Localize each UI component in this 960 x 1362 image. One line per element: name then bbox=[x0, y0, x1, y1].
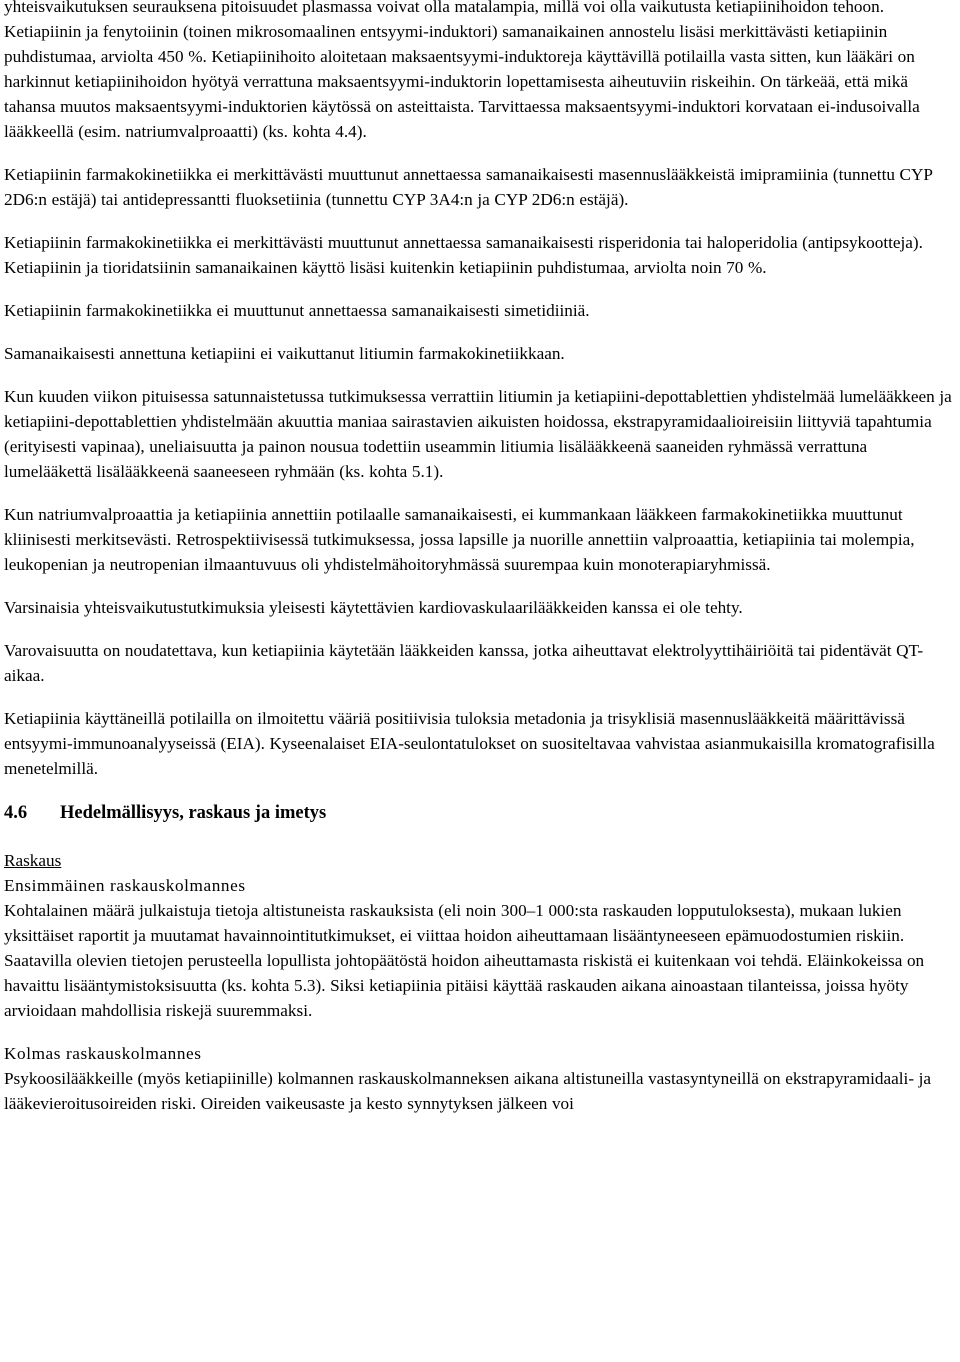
third-trimester-text: Psykoosilääkkeille (myös ketiapiinille) kolmannen raskauskolmanneksen aikana altistuneilla vastasyntyneillä on ekstrapyramidaali- ja lääkevieroitusoireiden riski. Oireiden vaikeusaste ja kesto synnytyksen jälkeen voi bbox=[4, 1069, 932, 1113]
third-trimester-label: Kolmas raskauskolmannes bbox=[4, 1044, 202, 1063]
section-number: 4.6 bbox=[4, 803, 28, 823]
paragraph-lithium: Samanaikaisesti annettuna ketiapiini ei vaikuttanut litiumin farmakokinetiikkaan. bbox=[4, 344, 565, 363]
paragraph-valproate: Kun natriumvalproaattia ja ketiapiinia annettiin potilaalle samanaikaisesti, ei kummankaan lääkkeen farmakokinetiikka muuttunut kliinisesti merkitsevästi. Retrospektiivisessä tutkimuksessa, jossa lapsille ja nuorille annettiin valproaattia, ketiapiinia tai molempia, leukopenian ja neutropenian ilmaantuvuus oli yhdistelmähoitoryhmässä suurempaa kuin monoterapiaryhmissä. bbox=[4, 505, 915, 574]
first-trimester-label: Ensimmäinen raskauskolmannes bbox=[4, 876, 246, 895]
paragraph-lithium-study: Kun kuuden viikon pituisessa satunnaistetussa tutkimuksessa verrattiin litiumin ja ketiapiini-depottablettien yhdistelmää lumelääkkeen ja ketiapiini-depottablettien yhdistelmään akuuttia maniaa sairastavien aikuisten hoidossa, ekstrapyramidaalioireisiin liittyviä tapahtumia (erityisesti vapinaa), uneliaisuutta ja painon nousua todettiin useammin litiumia lisälääkkeenä saaneiden ryhmässä verrattuna lumelääkettä lisälääkkeenä saaneeseen ryhmään (ks. kohta 5.1). bbox=[4, 387, 952, 481]
paragraph-antidepressants: Ketiapiinin farmakokinetiikka ei merkittävästi muuttunut annettaessa samanaikaisesti masennuslääkkeistä imipramiinia (tunnettu CYP 2D6:n estäjä) tai antidepressantti fluoksetiinia (tunnettu CYP 3A4:n ja CYP 2D6:n estäjä). bbox=[4, 165, 933, 209]
section-heading bbox=[4, 801, 952, 826]
pregnancy-heading: Raskaus bbox=[4, 851, 62, 870]
section-title: Hedelmällisyys, raskaus ja imetys bbox=[60, 803, 327, 823]
paragraph-cimetidine: Ketiapiinin farmakokinetiikka ei muuttunut annettaessa samanaikaisesti simetidiiniä. bbox=[4, 301, 590, 320]
first-trimester-text: Kohtalainen määrä julkaistuja tietoja altistuneista raskauksista (eli noin 300–1 000:sta raskauden lopputuloksesta), mukaan lukien yksittäiset raportit ja muutamat havainnointitutkimukset, ei viittaa hoidon aiheuttamaan lisääntyneeseen epämuodostumien riskiin. Saatavilla olevien tietojen perusteella lopullista johtopäätöstä hoidon aiheuttamasta riskistä ei kuitenkaan voi tehdä. Eläinkokeissa on havaittu lisääntymistoksisuutta (ks. kohta 5.3). Siksi ketiapiinia pitäisi käyttää raskauden aikana ainoastaan tilanteissa, joissa hyöty arvioidaan mahdollisia riskejä suuremmaksi. bbox=[4, 901, 925, 1020]
paragraph-eia-false-positives: Ketiapiinia käyttäneillä potilailla on ilmoitettu vääriä positiivisia tuloksia metadonia ja trisyklisiä masennuslääkkeitä määrittävissä entsyymi-immunoanalyyseissä (EIA). Kyseenalaiset EIA-seulontatulokset on suositeltavaa vahvistaa asianmukaisilla kromatografisilla menetelmillä. bbox=[4, 709, 935, 778]
paragraph-cardiovascular: Varsinaisia yhteisvaikutustutkimuksia yleisesti käytettävien kardiovaskulaarilääkkeiden kanssa ei ole tehty. bbox=[4, 598, 743, 617]
document-page bbox=[4, 0, 952, 1116]
paragraph-qt-prolongation: Varovaisuutta on noudatettava, kun ketiapiinia käytetään lääkkeiden kanssa, jotka aiheuttavat elektrolyyttihäiriöitä tai pidentävät QT-aikaa. bbox=[4, 641, 924, 685]
paragraph-antipsychotics: Ketiapiinin farmakokinetiikka ei merkittävästi muuttunut annettaessa samanaikaisesti risperidonia tai haloperidolia (antipsykootteja). Ketiapiinin ja tioridatsiinin samanaikainen käyttö lisäsi kuitenkin ketiapiinin puhdistumaa, arviolta noin 70 %. bbox=[4, 233, 923, 277]
paragraph-enzyme-inducers: yhteisvaikutuksen seurauksena pitoisuudet plasmassa voivat olla matalampia, millä voi olla vaikutusta ketiapiinihoidon tehoon. Ketiapiinin ja fenytoiinin (toinen mikrosomaalinen entsyymi-induktori) samanaikainen annostelu lisäsi merkittävästi ketiapiinin puhdistumaa, arviolta 450 %. Ketiapiinihoito aloitetaan maksaentsyymi-induktoreja käyttävillä potilailla vasta sitten, kun lääkäri on harkinnut ketiapiinihoidon hyötyä verrattuna maksaentsyymi-induktorin lopettamisesta aiheutuviin riskeihin. On tärkeää, että mikä tahansa muutos maksaentsyymi-induktorien käytössä on asteittaista. Tarvittaessa maksaentsyymi-induktori korvataan ei-indusoivalla lääkkeellä (esim. natriumvalproaatti) (ks. kohta 4.4). bbox=[4, 0, 920, 141]
